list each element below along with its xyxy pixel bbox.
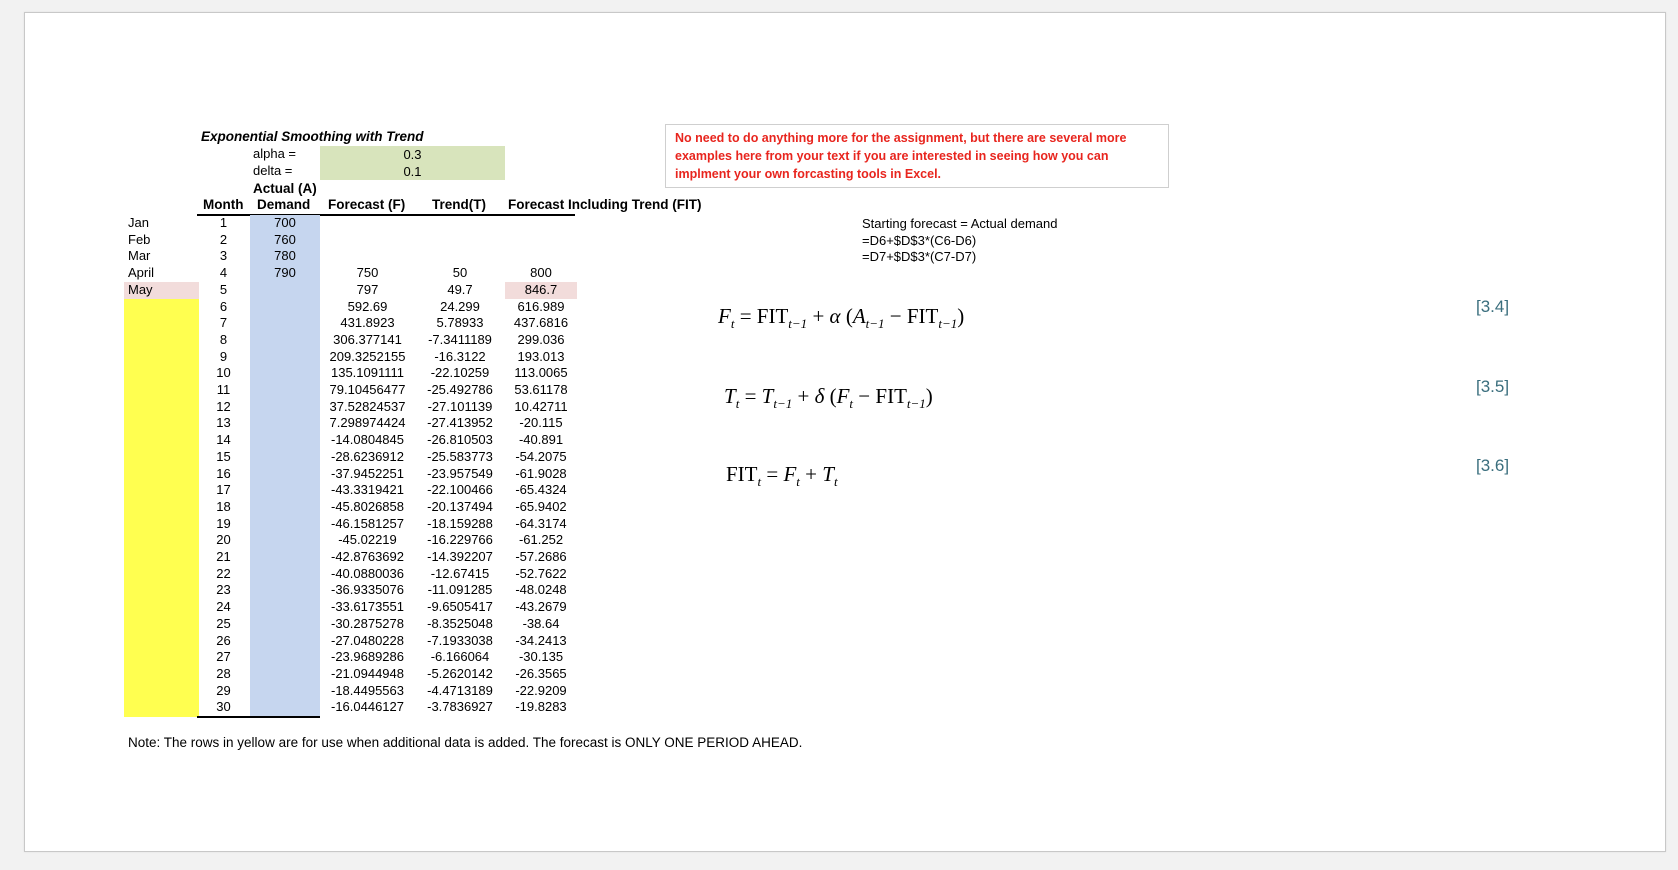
equation-number-3-6: [3.6] <box>1476 456 1510 475</box>
trend-cell[interactable] <box>415 248 505 265</box>
month-cell[interactable]: 23 <box>216 582 231 598</box>
trend-cell[interactable]: -25.492786 <box>427 382 493 397</box>
demand-cell[interactable] <box>250 616 320 633</box>
month-cell[interactable]: 30 <box>216 699 231 715</box>
demand-cell[interactable] <box>250 399 320 416</box>
month-cell[interactable]: 22 <box>216 565 231 581</box>
fit-cell[interactable]: 800 <box>530 265 552 281</box>
fit-cell[interactable]: 299.036 <box>517 331 565 347</box>
trend-cell[interactable]: -25.583773 <box>427 448 493 464</box>
fit-cell[interactable]: -65.4324 <box>515 482 567 498</box>
demand-cell[interactable] <box>250 599 320 616</box>
fit-cell[interactable]: 10.42711 <box>514 398 568 414</box>
forecast-header: Forecast (F) <box>328 197 406 212</box>
starting-formula-2: =D7+$D$3*(C7-D7) <box>862 249 977 264</box>
trend-cell[interactable]: -18.159288 <box>427 515 493 531</box>
month-cell[interactable]: 16 <box>216 465 231 481</box>
month-name: Feb <box>128 231 151 247</box>
equation-trend: $T_t = T_{t-1} + \delta$ $(F_t - FIT_{t-1})$ <box>724 384 933 412</box>
trend-cell[interactable]: -16.229766 <box>427 532 493 548</box>
demand-cell[interactable] <box>250 482 320 499</box>
trend-cell[interactable]: -22.10259 <box>430 365 490 381</box>
forecast-cell[interactable]: -21.0944948 <box>330 665 404 681</box>
trend-cell[interactable]: -20.137494 <box>427 498 493 514</box>
trend-cell[interactable]: -4.4713189 <box>427 682 493 698</box>
fit-cell[interactable]: 193.013 <box>517 348 565 364</box>
demand-cell[interactable]: 760 <box>274 231 296 247</box>
fit-header: Forecast Including Trend (FIT) <box>508 197 702 212</box>
demand-cell[interactable] <box>250 332 320 349</box>
month-cell[interactable]: 12 <box>216 398 231 414</box>
forecast-cell[interactable]: -42.8763692 <box>330 549 404 564</box>
demand-cell[interactable] <box>250 699 320 716</box>
month-cell[interactable]: 2 <box>219 231 228 247</box>
forecast-cell[interactable]: -28.6236912 <box>330 448 404 464</box>
demand-cell[interactable] <box>250 282 320 299</box>
month-cell[interactable]: 17 <box>216 482 231 498</box>
forecast-cell[interactable] <box>320 232 415 249</box>
month-cell[interactable]: 25 <box>216 615 231 631</box>
starting-note-line: Starting forecast = Actual demand <box>862 216 1058 231</box>
demand-cell[interactable] <box>250 549 320 566</box>
alpha-value[interactable]: 0.3 <box>320 146 505 163</box>
demand-cell[interactable] <box>250 466 320 483</box>
footnote: Note: The rows in yellow are for use when additional data is added. The forecast is ONLY ONE PERIOD AHEAD. <box>128 735 803 750</box>
month-cell[interactable]: 1 <box>219 215 228 230</box>
fit-cell[interactable]: 113.0065 <box>514 365 568 381</box>
trend-cell[interactable]: -27.101139 <box>427 398 493 414</box>
trend-cell[interactable]: -11.091285 <box>427 582 493 598</box>
fit-cell[interactable]: 616.989 <box>517 298 565 314</box>
month-cell[interactable]: 18 <box>216 498 231 514</box>
trend-cell[interactable]: -7.1933038 <box>427 632 493 648</box>
trend-cell[interactable]: -7.3411189 <box>428 331 492 347</box>
trend-cell[interactable]: -14.392207 <box>427 549 493 564</box>
month-cell[interactable]: 14 <box>216 432 231 448</box>
forecast-cell[interactable]: -45.8026858 <box>330 498 404 514</box>
demand-cell[interactable] <box>250 299 320 316</box>
trend-cell[interactable]: -23.957549 <box>427 465 493 481</box>
demand-cell[interactable] <box>250 415 320 432</box>
forecast-cell[interactable]: 797 <box>356 281 379 297</box>
sheet-title: Exponential Smoothing with Trend <box>201 129 424 144</box>
fit-cell[interactable] <box>505 232 577 249</box>
forecast-cell[interactable]: -40.0880036 <box>330 565 404 581</box>
forecast-cell[interactable]: 79.10456477 <box>329 382 406 397</box>
forecast-cell[interactable]: 592.69 <box>347 298 388 314</box>
bottom-border <box>197 716 320 718</box>
month-cell[interactable]: 5 <box>219 281 228 297</box>
equation-fit: $FIT_t = F_t + T_t$ <box>726 462 838 490</box>
forecast-cell[interactable]: -33.6173551 <box>330 599 404 615</box>
forecast-cell[interactable]: -14.0804845 <box>330 432 404 448</box>
forecast-cell[interactable] <box>320 248 415 265</box>
demand-cell[interactable] <box>250 666 320 683</box>
month-cell[interactable]: 10 <box>216 365 231 381</box>
equation-forecast: $F_t = FIT_{t-1} + \alpha$ $(A_{t-1} - FIT_{t-1})$ <box>718 304 965 332</box>
demand-cell[interactable]: 790 <box>274 265 296 281</box>
fit-cell[interactable] <box>505 215 577 232</box>
demand-cell[interactable] <box>250 349 320 366</box>
alpha-label: alpha = <box>253 146 297 161</box>
demand-cell[interactable] <box>250 633 320 650</box>
month-cell[interactable]: 3 <box>219 248 228 264</box>
fit-cell[interactable]: -43.2679 <box>515 599 567 615</box>
delta-value[interactable]: 0.1 <box>320 163 505 180</box>
trend-cell[interactable]: -16.3122 <box>434 348 486 364</box>
forecast-cell[interactable]: -23.9689286 <box>330 649 404 665</box>
fit-cell[interactable]: -26.3565 <box>515 665 567 681</box>
fit-cell[interactable]: -52.7622 <box>515 565 567 581</box>
fit-cell[interactable]: -48.0248 <box>515 582 567 598</box>
forecast-cell[interactable]: -46.1581257 <box>330 515 404 531</box>
fit-cell[interactable]: -20.115 <box>519 415 563 431</box>
demand-cell[interactable]: 700 <box>274 215 296 230</box>
demand-cell[interactable] <box>250 649 320 666</box>
fit-cell[interactable] <box>505 248 577 265</box>
trend-cell[interactable]: -12.67415 <box>430 565 490 581</box>
month-cell[interactable]: 24 <box>216 599 231 615</box>
demand-cell[interactable] <box>250 315 320 332</box>
forecast-cell[interactable]: 209.3252155 <box>329 348 406 364</box>
fit-cell[interactable]: -61.252 <box>518 532 564 548</box>
trend-cell[interactable]: 50 <box>452 265 468 281</box>
month-cell[interactable]: 29 <box>216 682 231 698</box>
month-cell[interactable]: 8 <box>219 331 228 347</box>
month-cell[interactable]: 7 <box>219 315 228 331</box>
starting-notes <box>862 216 1057 266</box>
yellow-input-rows <box>124 298 199 717</box>
delta-label: delta = <box>253 163 293 178</box>
forecast-cell[interactable]: -37.9452251 <box>330 465 404 481</box>
trend-cell[interactable]: 5.78933 <box>436 315 484 331</box>
month-name: May <box>128 281 153 297</box>
demand-cell[interactable] <box>250 449 320 466</box>
demand-cell[interactable] <box>250 382 320 399</box>
trend-cell[interactable]: 24.299 <box>440 298 480 314</box>
forecast-cell[interactable]: 7.298974424 <box>329 415 406 431</box>
trend-cell[interactable]: -26.810503 <box>427 432 493 448</box>
trend-cell[interactable] <box>415 215 505 232</box>
forecast-cell[interactable]: 431.8923 <box>340 315 395 331</box>
fit-cell[interactable]: -40.891 <box>518 432 564 448</box>
forecast-cell[interactable]: -45.02219 <box>338 532 397 548</box>
forecast-cell[interactable]: -30.2875278 <box>330 615 404 631</box>
demand-cell[interactable] <box>250 432 320 449</box>
trend-cell[interactable]: -5.2620142 <box>427 665 493 681</box>
equation-number-3-5: [3.5] <box>1476 377 1510 396</box>
forecast-cell[interactable]: -36.9335076 <box>330 582 404 598</box>
fit-cell[interactable]: -64.3174 <box>515 515 567 531</box>
month-cell[interactable]: 15 <box>216 448 231 464</box>
forecast-cell[interactable] <box>320 215 415 232</box>
trend-cell[interactable] <box>415 232 505 249</box>
fit-cell[interactable]: -19.8283 <box>515 699 567 715</box>
demand-cell[interactable] <box>250 365 320 382</box>
forecast-cell[interactable]: -27.0480228 <box>330 632 404 648</box>
month-cell[interactable]: 27 <box>216 649 231 665</box>
month-cell[interactable]: 26 <box>216 632 231 648</box>
demand-header: Demand <box>257 197 311 212</box>
forecast-cell[interactable]: 37.52824537 <box>329 398 406 414</box>
demand-cell[interactable] <box>250 516 320 533</box>
fit-cell[interactable]: -30.135 <box>518 649 564 665</box>
month-cell[interactable]: 6 <box>219 298 228 314</box>
month-name: Mar <box>128 248 151 264</box>
month-name: Jan <box>128 215 149 230</box>
forecast-cell[interactable]: 306.377141 <box>333 331 402 347</box>
month-cell[interactable]: 19 <box>216 515 231 531</box>
month-cell[interactable]: 4 <box>219 265 228 281</box>
equation-number-3-4: [3.4] <box>1476 297 1510 316</box>
month-cell[interactable]: 13 <box>216 415 231 431</box>
forecast-cell[interactable]: -16.0446127 <box>330 699 404 715</box>
demand-cell[interactable]: 780 <box>274 248 296 264</box>
fit-cell[interactable]: -22.9209 <box>515 682 567 698</box>
trend-header: Trend(T) <box>432 197 486 212</box>
forecast-cell[interactable]: 135.1091111 <box>330 365 405 381</box>
month-cell[interactable]: 21 <box>216 549 231 564</box>
fit-cell[interactable]: -57.2686 <box>515 549 567 564</box>
forecast-cell[interactable]: 750 <box>356 265 379 281</box>
fit-cell[interactable]: 53.61178 <box>514 382 568 397</box>
month-cell[interactable]: 11 <box>216 382 231 397</box>
trend-cell[interactable]: -3.7836927 <box>427 699 493 715</box>
month-header: Month <box>203 197 244 212</box>
trend-cell[interactable]: -8.3525048 <box>427 615 493 631</box>
fit-cell[interactable]: -34.2413 <box>515 632 567 648</box>
demand-cell[interactable] <box>250 566 320 583</box>
starting-formula-1: =D6+$D$3*(C6-D6) <box>862 232 977 248</box>
trend-cell[interactable]: -9.6505417 <box>427 599 493 615</box>
demand-cell[interactable] <box>250 582 320 599</box>
fit-cell[interactable]: -38.64 <box>522 615 560 631</box>
fit-cell[interactable]: 437.6816 <box>513 315 569 331</box>
trend-cell[interactable]: -22.100466 <box>427 482 493 498</box>
demand-cell[interactable] <box>250 532 320 549</box>
assignment-note: No need to do anything more for the assignment, but there are several more examples here from your text if you are interested in seeing how you can implment your own forcasting tools in Excel. <box>665 124 1169 188</box>
forecast-cell[interactable]: -43.3319421 <box>330 482 404 498</box>
demand-cell[interactable] <box>250 683 320 700</box>
fit-cell[interactable]: 846.7 <box>524 281 558 297</box>
demand-cell[interactable] <box>250 499 320 516</box>
fit-cell[interactable]: -61.9028 <box>515 465 567 481</box>
fit-cell[interactable]: -65.9402 <box>515 498 567 514</box>
month-cell[interactable]: 9 <box>219 348 228 364</box>
month-cell[interactable]: 20 <box>216 532 231 548</box>
actual-header: Actual (A) <box>253 181 317 196</box>
trend-cell[interactable]: -27.413952 <box>427 415 493 431</box>
trend-cell[interactable]: 49.7 <box>447 281 473 297</box>
fit-cell[interactable]: -54.2075 <box>515 448 567 464</box>
month-name: April <box>128 265 155 281</box>
trend-cell[interactable]: -6.166064 <box>430 649 490 665</box>
forecast-cell[interactable]: -18.4495563 <box>330 682 404 698</box>
month-cell[interactable]: 28 <box>216 665 231 681</box>
